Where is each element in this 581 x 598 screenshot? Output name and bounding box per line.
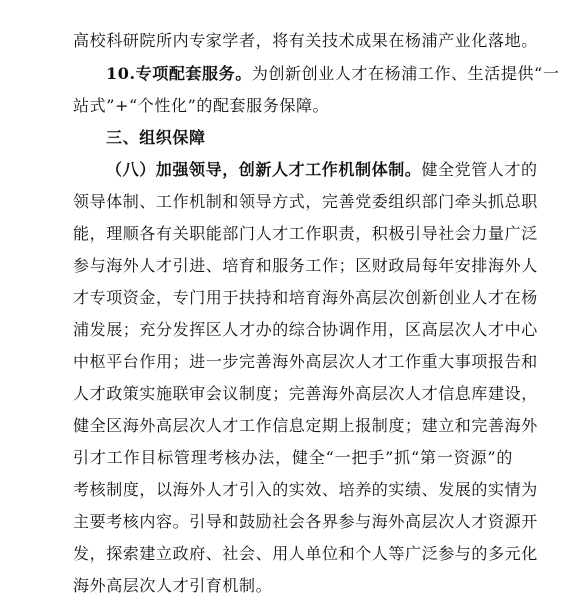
paragraph-line: 参与海外人才引进、培育和服务工作；区财政局每年安排海外人 bbox=[73, 256, 538, 275]
section-heading: 三、组织保障 bbox=[106, 128, 206, 147]
paragraph-line: 能，理顺各有关职能部门人才工作职责，积极引导社会力量广泛 bbox=[73, 224, 538, 243]
paragraph-line: 引才工作目标管理考核办法，健全“一把手”抓“第一资源”的 bbox=[73, 448, 513, 467]
paragraph-line: 主要考核内容。引导和鼓励社会各界参与海外高层次人才资源开 bbox=[73, 512, 538, 531]
service-heading-line bbox=[106, 64, 560, 86]
paragraph-line: 考核制度，以海外人才引入的实效、培养的实绩、发展的实情为 bbox=[73, 480, 538, 499]
paragraph-line: 人才政策实施联审会议制度；完善海外高层次人才信息库建设， bbox=[73, 384, 538, 403]
item-10-text: 为创新创业人才在杨浦工作、生活提供“一 bbox=[251, 64, 560, 83]
paragraph-line: 发，探索建立政府、社会、用人单位和个人等广泛参与的多元化 bbox=[73, 544, 538, 563]
subsection-8-title: （八）加强领导，创新人才工作机制体制。 bbox=[106, 160, 422, 179]
paragraph-line: 领导体制、工作机制和领导方式，完善党委组织部门牵头抓总职 bbox=[73, 192, 538, 211]
paragraph-line: 高校科研院所内专家学者，将有关技术成果在杨浦产业化落地。 bbox=[73, 31, 538, 50]
paragraph-line: 海外高层次人才引育机制。 bbox=[73, 576, 273, 595]
paragraph-line: 站式”+“个性化”的配套服务保障。 bbox=[73, 96, 330, 115]
subsection-heading-line bbox=[106, 160, 538, 182]
paragraph-line: 浦发展；充分发挥区人才办的综合协调作用，区高层次人才中心 bbox=[73, 320, 538, 339]
paragraph-line: 中枢平台作用；进一步完善海外高层次人才工作重大事项报告和 bbox=[73, 352, 538, 371]
subsection-8-lead: 健全党管人才的 bbox=[421, 160, 538, 179]
paragraph-line: 健全区海外高层次人才工作信息定期上报制度；建立和完善海外 bbox=[73, 416, 538, 435]
item-10-title: 10.专项配套服务。 bbox=[106, 64, 252, 83]
paragraph-line: 才专项资金，专门用于扶持和培育海外高层次创新创业人才在杨 bbox=[73, 288, 538, 307]
